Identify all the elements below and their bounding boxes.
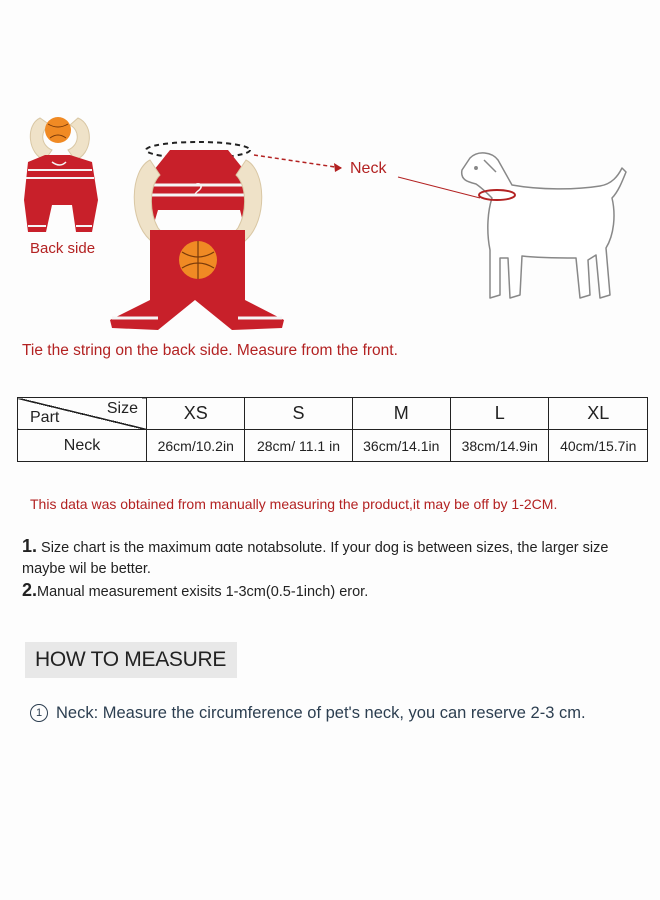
neck-value-l: 38cm/14.9in: [451, 430, 549, 462]
neck-row: [18, 430, 648, 462]
note-2-text: Manual measurement exisits 1-3cm(0.5-1inch) eror.: [37, 584, 369, 600]
dog-outline-image: [462, 153, 626, 298]
part-corner-label: Part: [30, 409, 60, 426]
neck-measure-text: Neck: Measure the circumference of pet's neck, you can reserve 2-3 cm.: [56, 704, 586, 722]
note-1-number: 1.: [22, 536, 38, 556]
product-illustration: [0, 95, 660, 355]
size-corner-label: Size: [106, 400, 138, 417]
back-side-label: Back side: [30, 240, 96, 257]
neck-value-s: 28cm/ 11.1 in: [245, 430, 352, 462]
back-side-costume-image: [24, 117, 98, 232]
size-part-corner-cell: [18, 398, 147, 430]
front-costume-image: [110, 142, 284, 330]
size-header-xs: XS: [147, 398, 245, 430]
size-header-xl: XL: [549, 398, 648, 430]
note-1: [22, 536, 648, 580]
tie-string-note: Tie the string on the back side. Measure from the front.: [22, 342, 398, 359]
neck-label: Neck: [350, 160, 387, 177]
size-header-m: M: [352, 398, 450, 430]
neck-value-m: 36cm/14.1in: [352, 430, 450, 462]
size-chart-table: [17, 397, 648, 462]
neck-value-xl: 40cm/15.7in: [549, 430, 648, 462]
note-2: [22, 580, 648, 603]
size-header-row: [18, 398, 648, 430]
how-to-measure-heading: HOW TO MEASURE: [35, 648, 227, 671]
size-header-l: L: [451, 398, 549, 430]
note-1-text: Size chart is the maximum ɑɑte notabsolute. If your dog is between sizes, the larger size maybe wil be better.: [22, 540, 609, 577]
neck-measure-step: [30, 704, 586, 723]
step-number-badge: 1: [30, 704, 48, 722]
note-2-number: 2.: [22, 580, 38, 600]
measurement-disclaimer: This data was obtained from manually measuring the product,it may be off by 1-2CM.: [30, 496, 558, 512]
neck-row-label: Neck: [18, 430, 147, 462]
neck-value-xs: 26cm/10.2in: [147, 430, 245, 462]
size-header-s: S: [245, 398, 352, 430]
jersey-number: 2: [192, 180, 204, 200]
